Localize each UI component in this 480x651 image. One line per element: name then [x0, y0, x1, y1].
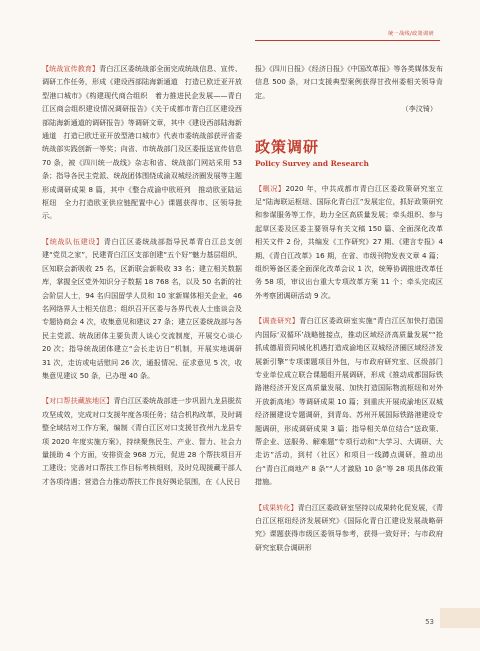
paragraph-overview	[255, 182, 443, 303]
paragraph-team-building	[42, 235, 242, 382]
paragraph-tag: 【概况】	[255, 183, 286, 193]
paragraph-tag: 【调查研究】	[255, 316, 300, 326]
paragraph-assistance	[42, 394, 242, 488]
paragraph-publicity	[42, 62, 242, 223]
paragraph-text: 2020 年，中共成都市青白江区委政策研究室立足“陆海联运枢纽、国际化青白江”发展定位，抓好政策研究和参谋服务等工作，助力全区高质量发展；牵头组织、参与起草区委及区委主要领导有关文稿 150 篇、全面深化改革相关文件 2 份，共编发《工作研究》27 期、《建言专报》4 期、《青白江改革》16 期，在省、市级刊物发表文章 4 篇；组织筹备区委全面深化改革会议 1 次，统筹协调推进改革任务 58 项，审议出台重大专项改革方案 11 个；牵头完成区外考察团调研活动 9 次。	[255, 183, 444, 300]
paragraph-text: 青白江区委统战部进一步巩固九龙县脱贫攻坚成效，完成对口支援年度各项任务；结合机构改革，及时调整全域结对工作方案，编制《青白江区对口支援甘孜州九龙县专项 2020 年度实施方案》，持续聚焦民生、产业、智力、社会力量援助 4 个方面，安排资金 968 万元，促进 28 个帮扶项目开工建设；完善对口帮扶工作目标考核细则，及时兑现援藏干部人才各项待遇；营造合力推动帮扶工作良好舆论氛围，在《人民日	[42, 396, 243, 486]
author-signature: （李汶锜）	[401, 104, 437, 114]
paragraph-tag: 【对口帮扶藏族地区】	[42, 396, 114, 406]
paragraph-tag: 【成果转化】	[255, 502, 298, 512]
paragraph-tag: 【统战宣传教育】	[42, 64, 100, 73]
right-column	[255, 62, 443, 554]
header-rule	[255, 40, 440, 41]
paragraph-text: 青白江区委统战部全面完成统战信息、宣传、调研工作任务，形成《建设西部陆海新通道 打造已欧迁亚开放型港口城市》《构建现代商合组织 着力推进民企发展——青白江区商会组织建设情况调研报告》《关于成都市青白江区建设西部陆海新通道的调研报告》等调研文章，其中《建设西部陆海新通道 打造已欧迁亚开放型港口城市》代表市委统战部获评省委统战部实践创新一等奖；向省、市统战部门及区委报送宣传信息 70 条，被《四川统一战线》杂志和省、统战部门网站采用 53 条；指导各民主党派、统战团体围绕成渝双城经济圈发展等主题形成调研成果 8 篇，其中《整合成渝中欧班列 推动欧亚陆运枢纽 全力打造欧亚供应链配置中心》课题获得市、区领导批示。	[42, 64, 243, 221]
page-corner-tab	[440, 608, 480, 628]
paragraph-text: 青白江区委政研室实施“青白江区加快打造国内国际‘双循环’战略链接点，推动区域经济高质量发展”“抢抓成德眉资同城化机遇打造成渝地区双城经济圈区域经济发展新引擎”专项课题项目外包，与市政府研究室、区级部门专业单位成立联合课题组开展调研，形成《推动成都国际铁路港经济开发区高质量发展、加快打造国际物流枢纽和对外开放新高地》等调研成果 10 篇；到重庆开展成渝地区双城经济圈建设专题调研，到青岛、苏州开展国际铁路港建设专题调研，形成调研成果 3 篇；指导相关单位结合“送政策、帮企业、送服务、解难题”专项行动和“大学习、大调研、大走访”活动，到村（社区）和项目一线蹲点调研，推动出台“青白江商地产 8 条”“人才激励 10 条”等 28 项具体政策措施。	[255, 316, 444, 487]
section-title: 政策调研	[255, 137, 320, 156]
paragraph-continuation: 报》《四川日报》《经济日报》《中国改革报》等各类媒体发布信息 500 条，对口支援典型案例获得甘孜州委相关领导肯定。	[255, 64, 443, 100]
paragraph-results	[255, 501, 443, 555]
paragraph-research	[255, 314, 443, 488]
paragraph-tag: 【统战队伍建设】	[42, 236, 104, 246]
paragraph-text: 青白江区委统战部指导民革青白江总支创建“党员之家”，民建青白江区支部创建“五个好”魅力基层组织，区知联会新吸收 25 名，区新联会新吸收 33 名；建立相关数据库，掌握全区党外知识分子数据 18 768 名，以及 50 名新的社会阶层人士，94 名归国留学人员和 10 家新媒体相关企业，46 名网络界人士相关信息；组织召开区委与各界代表人士座谈会及专题协商会 4 次，收集意见和建议 27 条；建立区委统战部与各民主党派、统战团体主要负责人谈心交流制度，开展交心谈心 20 次；指导统战团体建立“会长走访日”机制，开展实地调研 31 次，走访或电话慰问 26 次，通报情况、征求意见 5 次，收集意见建议 50 条，已办理 40 条。	[42, 236, 243, 380]
left-column	[42, 62, 242, 488]
section-subtitle: Policy Survey and Research	[255, 158, 369, 168]
page-number: 53	[425, 618, 434, 626]
running-header: 统一战线/政策调研	[388, 31, 434, 37]
paragraph-text: 青白江区委政研室坚持以成果转化促发展，《青白江区枢纽经济发展研究》《国际化青白江建设发展战略研究》课题获得市级区委领导参考，获得一致好评；与市政府研究室联合调研形	[255, 502, 444, 552]
